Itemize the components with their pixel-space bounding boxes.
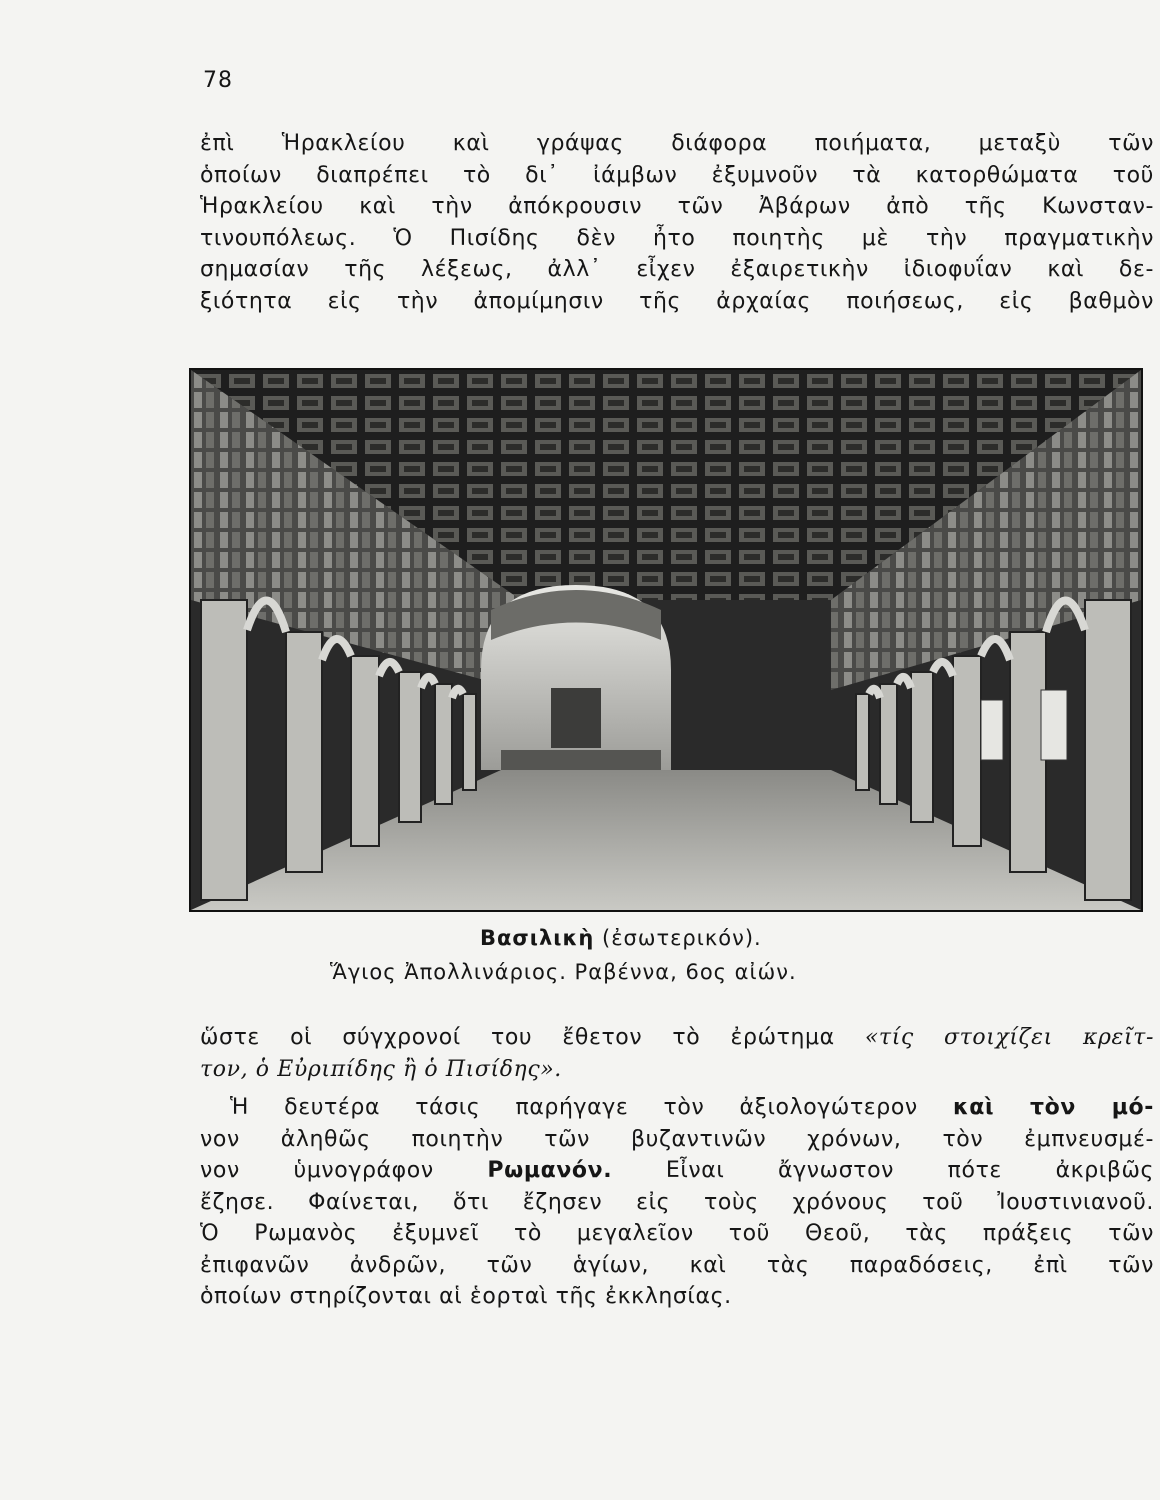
paragraph-2: [200, 1022, 1154, 1085]
paragraph-2-line: [200, 1022, 1154, 1054]
paragraph-3-line: Ὁ Ρωμανὸς ἐξυμνεῖ τὸ μεγαλεῖον τοῦ Θεοῦ, τὰς πράξεις τῶν: [200, 1221, 1154, 1246]
paragraph-1-line: ξιότητα εἰς τὴν ἀπομίμησιν τῆς ἀρχαίας ποιήσεως, εἰς βαθμὸν: [200, 288, 1154, 314]
basilica-interior-illustration: [191, 370, 1141, 910]
paragraph-1-line: ἐπὶ Ἡρακλείου καὶ γράψας διάφορα ποιήματα, μεταξὺ τῶν: [200, 131, 1154, 156]
paragraph-1-line: ὁποίων διαπρέπει τὸ δι᾽ ἰάμβων ἐξυμνοῦν τὰ κατορθώματα τοῦ: [200, 162, 1154, 188]
paragraph-1-line: τινουπόλεως. Ὁ Πισίδης δὲν ἦτο ποιητὴς μὲ τὴν πραγματικὴν: [200, 225, 1154, 251]
basilica-photo: [189, 368, 1143, 912]
figure-caption-subtitle: Ἅγιος Ἀπολλινάριος. Ραβέννα, 6ος αἰών.: [330, 960, 797, 984]
p3-line3-normal: νον ὑμνογράφον: [200, 1158, 434, 1183]
paragraph-3-line: [200, 1155, 1154, 1187]
paragraph-3-line: [200, 1092, 1154, 1124]
p3-line3-bold: Ρωμανόν.: [487, 1158, 613, 1183]
paragraph-3-line: ἐπιφανῶν ἀνδρῶν, τῶν ἁγίων, καὶ τὰς παραδόσεις, ἐπὶ τῶν: [200, 1252, 1154, 1278]
p3-line3-rest: Εἶναι ἄγνωστον πότε ἀκριβῶς: [665, 1158, 1155, 1183]
paragraph-1: [200, 128, 1154, 317]
page-number: 78: [203, 68, 233, 93]
p2-line1-italic: «τίς στοιχίζει κρεῖτ-: [864, 1025, 1154, 1050]
paragraph-1-line: Ἡρακλείου καὶ τὴν ἀπόκρουσιν τῶν Ἀβάρων ἀπὸ τῆς Κωνσταν-: [200, 194, 1154, 219]
paragraph-3-line: ἔζησε. Φαίνεται, ὅτι ἔζησεν εἰς τοὺς χρόνους τοῦ Ἰουστινιανοῦ.: [200, 1189, 1154, 1215]
caption-bold: Βασιλικὴ: [480, 926, 595, 950]
paragraph-3-line: ὁποίων στηρίζονται αἱ ἑορταὶ τῆς ἐκκλησίας.: [200, 1284, 732, 1309]
paragraph-2-line: [200, 1054, 1154, 1086]
paragraph-3: [200, 1092, 1154, 1313]
paragraph-1-line: σημασίαν τῆς λέξεως, ἀλλ᾽ εἶχεν ἐξαιρετικὴν ἰδιοφυΐαν καὶ δε-: [200, 257, 1154, 282]
p2-line1-normal: ὥστε οἱ σύγχρονοί του ἔθετον τὸ ἐρώτημα: [200, 1025, 835, 1050]
p3-line1-bold: καὶ τὸν μό-: [953, 1095, 1155, 1120]
p3-line1-normal: Ἡ δευτέρα τάσις παρήγαγε τὸν ἀξιολογώτερον: [230, 1095, 918, 1120]
caption-rest: (ἐσωτερικόν).: [602, 926, 762, 950]
p2-line2-italic: τον, ὁ Εὐριπίδης ἢ ὁ Πισίδης».: [200, 1056, 562, 1082]
paragraph-3-line: νον ἀληθῶς ποιητὴν τῶν βυζαντινῶν χρόνων, τὸν ἐμπνευσμέ-: [200, 1126, 1154, 1152]
figure-caption-title: [480, 926, 800, 950]
